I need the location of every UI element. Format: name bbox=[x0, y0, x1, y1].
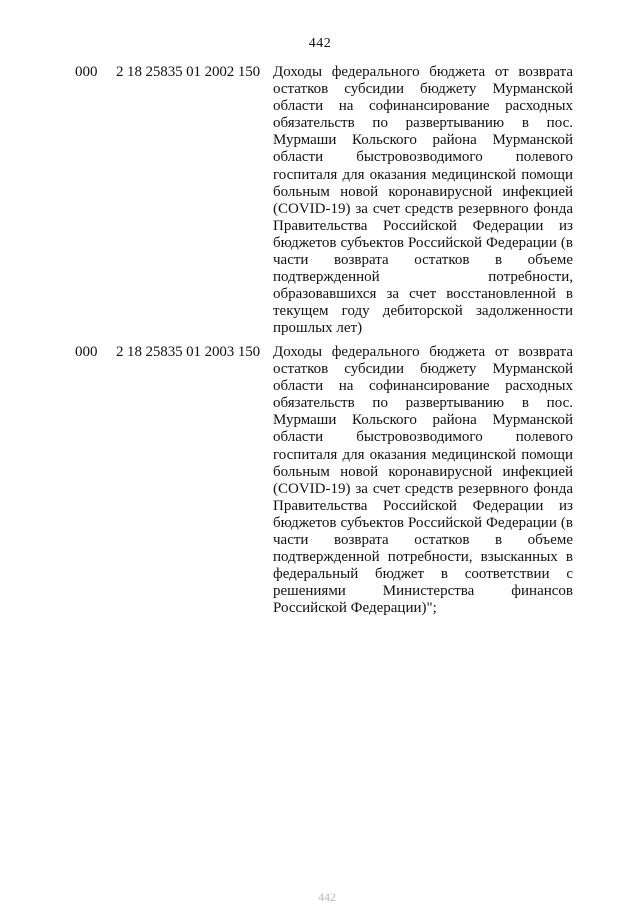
income-description bbox=[273, 344, 573, 618]
description-line: подтвержденной потребности, взысканных в bbox=[273, 549, 573, 566]
description-line: области быстровозводимого полевого bbox=[273, 149, 573, 166]
description-line: прошлых лет) bbox=[273, 320, 363, 337]
description-line: госпиталя для оказания медицинской помощи bbox=[273, 446, 573, 463]
description-line: обязательств по развертыванию в пос. bbox=[273, 115, 573, 132]
description-line: больным новой коронавирусной инфекцией bbox=[273, 463, 573, 480]
budget-classification-code: 2 18 25835 01 2003 150 bbox=[116, 344, 261, 360]
description-line: бюджетов субъектов Российской Федерации (в bbox=[273, 514, 573, 531]
admin-code: 000 bbox=[75, 64, 98, 80]
income-description bbox=[273, 64, 573, 338]
description-line: части возврата остатков в объеме bbox=[273, 532, 573, 549]
description-line: Мурмаши Кольского района Мурманской bbox=[273, 412, 573, 429]
description-line: области на софинансирование расходных bbox=[273, 378, 573, 395]
description-line: больным новой коронавирусной инфекцией bbox=[273, 183, 573, 200]
description-line: обязательств по развертыванию в пос. bbox=[273, 395, 573, 412]
description-line: Доходы федерального бюджета от возврата bbox=[273, 64, 573, 80]
description-line: федеральный бюджет в соответствии с bbox=[273, 566, 573, 583]
description-line: текущем году дебиторской задолженности bbox=[273, 303, 573, 320]
description-line: (COVID-19) за счет средств резервного фонда bbox=[273, 480, 573, 497]
description-line: госпиталя для оказания медицинской помощи bbox=[273, 166, 573, 183]
description-line: Российской Федерации)"; bbox=[273, 600, 437, 617]
description-line: части возврата остатков в объеме bbox=[273, 252, 573, 269]
page-number: 442 bbox=[308, 36, 332, 51]
description-line: Доходы федерального бюджета от возврата bbox=[273, 344, 573, 360]
description-line: (COVID-19) за счет средств резервного фонда bbox=[273, 200, 573, 217]
budget-classification-code: 2 18 25835 01 2002 150 bbox=[116, 64, 261, 80]
description-line: подтвержденной потребности, bbox=[273, 269, 573, 286]
description-line: остатков субсидии бюджету Мурманской bbox=[273, 81, 573, 98]
description-line: остатков субсидии бюджету Мурманской bbox=[273, 361, 573, 378]
description-line: образовавшихся за счет восстановленной в bbox=[273, 286, 573, 303]
admin-code: 000 bbox=[75, 344, 98, 360]
faint-page-mark: 442 bbox=[318, 890, 336, 904]
description-line: бюджетов субъектов Российской Федерации (в bbox=[273, 234, 573, 251]
description-line: Правительства Российской Федерации из bbox=[273, 217, 573, 234]
description-line: Правительства Российской Федерации из bbox=[273, 497, 573, 514]
description-line: Мурмаши Кольского района Мурманской bbox=[273, 132, 573, 149]
description-line: области быстровозводимого полевого bbox=[273, 429, 573, 446]
description-line: решениями Министерства финансов bbox=[273, 583, 573, 600]
description-line: области на софинансирование расходных bbox=[273, 98, 573, 115]
